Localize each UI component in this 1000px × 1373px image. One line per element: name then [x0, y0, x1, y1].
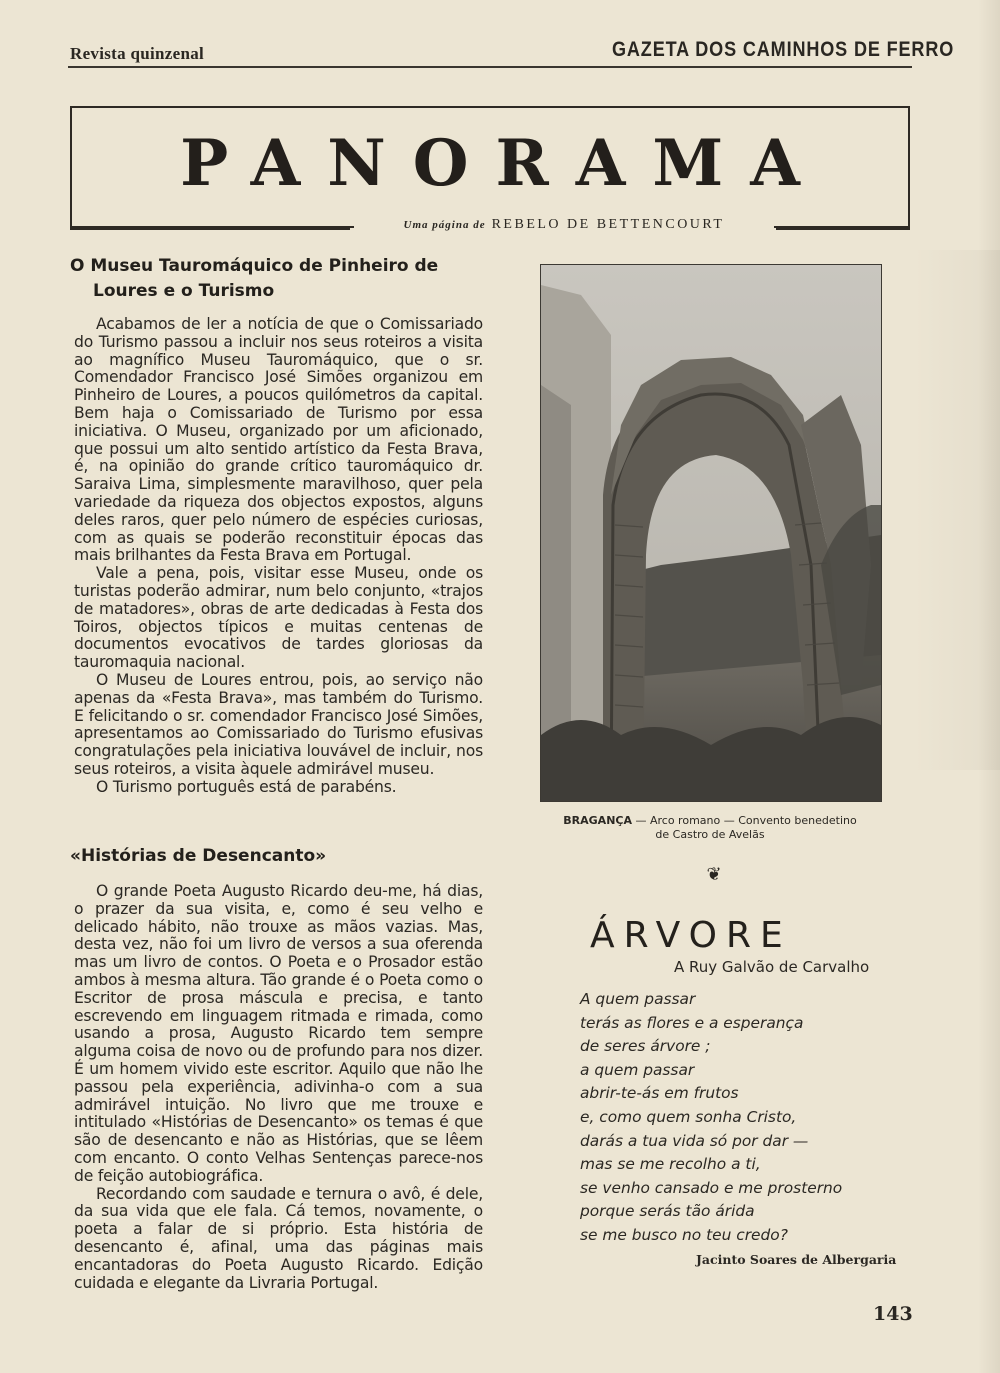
poem-line: mas se me recolho a ti, — [580, 1155, 761, 1174]
paragraph — [74, 883, 483, 1186]
caption-place: BRAGANÇA — [563, 814, 632, 827]
paragraph — [74, 316, 483, 565]
poem-line: de seres árvore ; — [580, 1037, 711, 1056]
paragraph-text: O grande Poeta Augusto Ricardo deu-me, há dias, o prazer da sua visita, e, como é seu velho e delicado hábito, não trouxe as mãos vazias. Mas, desta vez, não foi um livro de versos a sua oferenda mas um livro de contos. O Poeta e o Prosador estão ambos à mesma altura. Tão grande é o Poeta como o Escritor de prosa máscula e precisa, e tanto escrevendo em linguagem ritmada e rimada, como usando a prosa, Augusto Ricardo tem sempre alguma coisa de novo ou de profundo para nos dizer. É um homem vivido este escritor. Aquilo que não lhe passou pela experiência, adivinha-o com a sua admirável intuição. No livro que me trouxe e intitulado «Histórias de Desencanto» os temas é que são de desencanto e não as Histórias, que se lêem com encanto. O conto Velhas Sentenças parece-nos de feição autobiográfica. — [74, 882, 483, 1185]
page-number: 143 — [873, 1303, 913, 1325]
paragraph-text: Vale a pena, pois, visitar esse Museu, onde os turistas poderão admirar, num belo conjunto, «trajos de matadores», obras de arte dedicadas à Festa dos Toiros, objectos típicos e muitas centenas de documentos evocativos de tardes gloriosas da tauromaquia nacional. — [74, 564, 483, 672]
paragraph-text: O Turismo português está de parabéns. — [96, 777, 397, 796]
poem-line: darás a tua vida só por dar — — [580, 1131, 809, 1150]
paragraph-text: O Museu de Loures entrou, pois, ao serviço não apenas da «Festa Brava», mas também do Turismo. E felicitando o sr. comendador Francisco José Simões, apresentamos ao Comissariado do Turismo efusivas congratulações pela iniciativa louvável de incluir, nos seus roteiros, a visita àquele admirável museu. — [74, 670, 483, 778]
paragraph — [74, 779, 483, 797]
running-header-right: GAZETA DOS CAMINHOS DE FERRO — [612, 38, 955, 61]
article-heading-historias: «Histórias de Desencanto» — [70, 846, 327, 866]
fleuron-icon: ❦ — [706, 864, 722, 884]
article-heading-line1: O Museu Tauromáquico de Pinheiro de — [70, 256, 439, 276]
section-title: PANORAMA — [180, 126, 827, 201]
article-heading-line2: Loures e o Turismo — [93, 281, 275, 301]
paragraph-text: Recordando com saudade e ternura o avô, é dele, da sua vida que ele fala. Cá temos, novamente, o poeta a falar de si próprio. Esta história de desencanto é, afinal, uma das páginas mais encantadoras do Poeta Augusto Ricardo. Edição cuidada e elegante da Livraria Portugal. — [74, 1184, 483, 1292]
photo-roman-arch — [540, 264, 882, 802]
running-header-left: Revista quinzenal — [70, 44, 205, 63]
article-body-historias — [74, 883, 483, 1292]
poem-body — [580, 988, 900, 1248]
poem-line: abrir-te-ás em frutos — [580, 1084, 739, 1103]
byline-author: REBELO DE BETTENCOURT — [491, 217, 725, 232]
byline-prefix: Uma página de — [403, 219, 486, 231]
poem-line: a quem passar — [580, 1060, 695, 1079]
poem-dedication: A Ruy Galvão de Carvalho — [674, 958, 870, 976]
byline-rule-right — [776, 228, 910, 230]
poem-title: ÁRVORE — [590, 915, 792, 956]
poem-line: e, como quem sonha Cristo, — [580, 1107, 797, 1126]
poem-line: porque serás tão árida — [580, 1202, 755, 1221]
caption-line2: de Castro de Avelãs — [655, 828, 765, 841]
article-heading-museu — [70, 254, 490, 304]
byline — [354, 217, 774, 233]
article-body-museu — [74, 316, 483, 797]
poem-line: se me busco no teu credo? — [580, 1225, 788, 1244]
photo-caption — [540, 814, 880, 842]
poem-line: A quem passar — [580, 990, 696, 1008]
header-rule — [68, 66, 912, 68]
page-edge-shading — [978, 0, 1000, 1373]
paragraph — [74, 565, 483, 672]
caption-text: — Arco romano — Convento benedetino — [631, 814, 857, 827]
poem-author: Jacinto Soares de Albergaria — [696, 1252, 897, 1267]
poem-line: se venho cansado e me prosterno — [580, 1178, 843, 1197]
arch-illustration — [541, 265, 881, 801]
poem-line: terás as flores e a esperança — [580, 1013, 804, 1032]
byline-rule-left — [70, 228, 350, 230]
paragraph — [74, 1186, 483, 1293]
masthead-box — [70, 106, 910, 228]
paragraph-text: Acabamos de ler a notícia de que o Comissariado do Turismo passou a incluir nos seus roteiros a visita ao magnífico Museu Tauromáquico, que o sr. Comendador Francisco José Simões organizou em Pinheiro de Loures, a poucos quilómetros da capital. Bem haja o Comissariado de Turismo por essa iniciativa. O Museu, organizado por um aficionado, que possui um alto sentido artístico da Festa Brava, é, na opinião do grande crítico tauromáquico dr. Saraiva Lima, simplesmente maravilhoso, quer pela variedade da riqueza dos objectos expostos, alguns deles raros, quer pelo número de espécies curiosas, com as quais se poderão reconstituir épocas das mais brilhantes da Festa Brava em Portugal. — [74, 315, 483, 565]
byline-row — [70, 217, 910, 237]
paragraph — [74, 672, 483, 779]
